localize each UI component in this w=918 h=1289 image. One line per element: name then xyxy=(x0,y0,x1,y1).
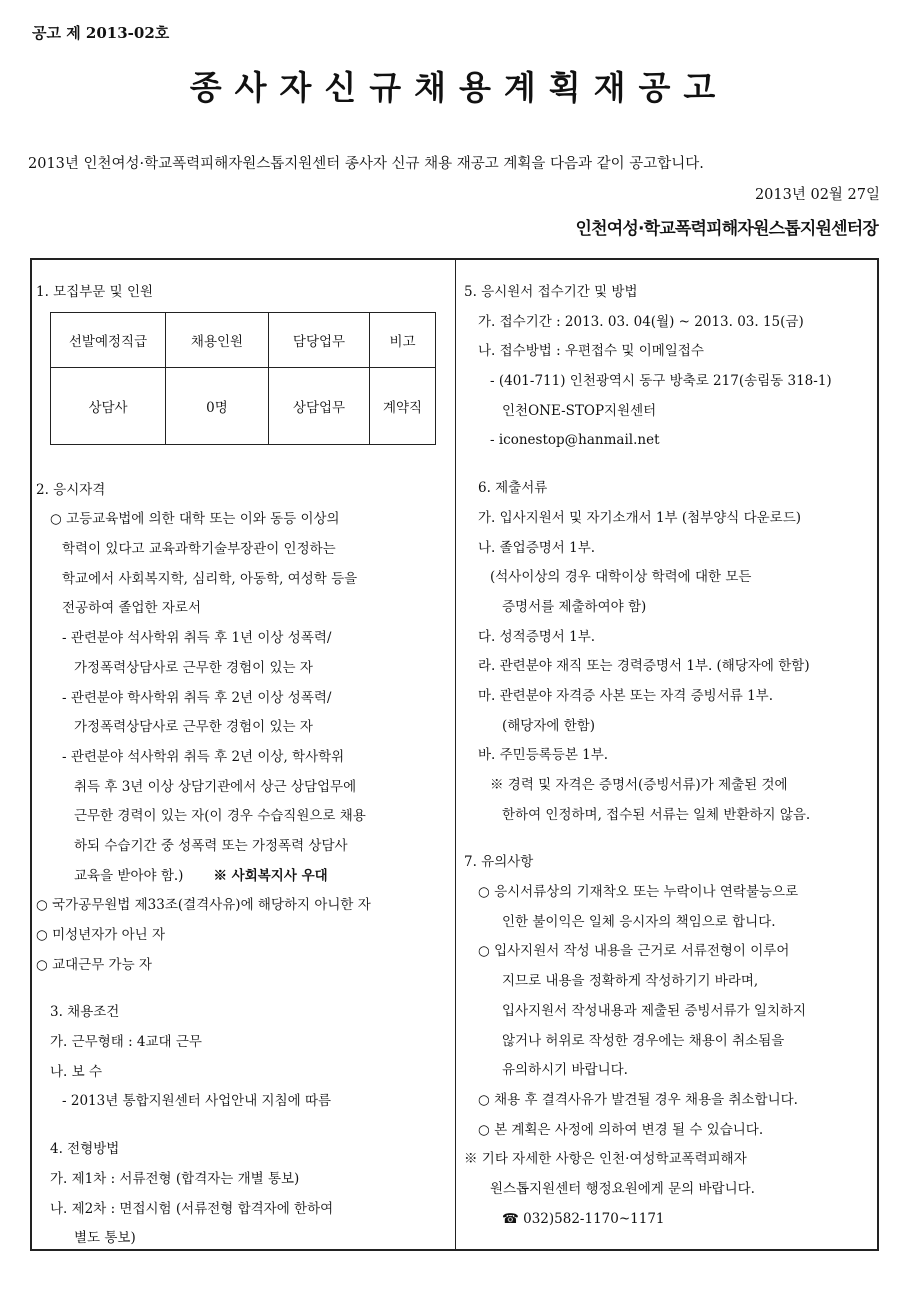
table-header-cell: 선발예정직급 xyxy=(51,313,166,368)
list-item: 하되 수습기간 중 성폭력 또는 가정폭력 상담사 xyxy=(74,837,348,854)
list-item: ○ 본 계획은 사정에 의하여 변경 될 수 있습니다. xyxy=(478,1121,764,1138)
list-item: 나. 졸업증명서 1부. xyxy=(478,539,596,556)
phone-icon: ☎ xyxy=(502,1210,519,1227)
table-cell: 상담업무 xyxy=(269,368,370,445)
list-item: 다. 성적증명서 1부. xyxy=(478,628,596,645)
list-item: ○ 국가공무원법 제33조(결격사유)에 해당하지 아니한 자 xyxy=(36,897,371,914)
list-item: 인천ONE-STOP지원센터 xyxy=(502,402,657,419)
list-item: 가. 입사지원서 및 자기소개서 1부 (첨부양식 다운로드) xyxy=(478,509,802,526)
list-item: 가정폭력상담사로 근무한 경험이 있는 자 xyxy=(74,659,313,676)
list-item: 전공하여 졸업한 자로서 xyxy=(62,600,201,617)
notice-number: 공고 제 2013-02호 xyxy=(32,24,170,42)
list-item: ○ 고등교육법에 의한 대학 또는 이와 동등 이상의 xyxy=(50,511,340,528)
list-item: 마. 관련분야 자격증 사본 또는 자격 증빙서류 1부. xyxy=(478,687,773,704)
list-item: (해당자에 한함) xyxy=(502,717,596,734)
section-heading: 5. 응시원서 접수기간 및 방법 xyxy=(464,284,638,300)
notice-date: 2013년 02월 27일 xyxy=(754,187,880,203)
list-item: - 관련분야 석사학위 취득 후 2년 이상, 학사학위 xyxy=(62,748,345,765)
list-item: ○ 응시서류상의 기재착오 또는 누락이나 연락불능으로 xyxy=(478,884,799,901)
section-heading: 3. 채용조건 xyxy=(50,1004,120,1021)
list-item: 않거나 허위로 작성한 경우에는 채용이 취소됨을 xyxy=(502,1032,785,1049)
right-column xyxy=(464,278,874,1234)
table-header-cell: 비고 xyxy=(370,313,436,368)
list-item: - 2013년 통합지원센터 사업안내 지침에 따름 xyxy=(62,1093,332,1110)
column-divider xyxy=(455,258,456,1251)
section-heading: 1. 모집부문 및 인원 xyxy=(36,284,154,300)
list-item-text: 교육을 받아야 함.) xyxy=(74,867,184,884)
list-item: - 관련분야 학사학위 취득 후 2년 이상 성폭력/ xyxy=(62,689,332,706)
list-item: 인한 불이익은 일체 응시자의 책임으로 합니다. xyxy=(502,913,776,930)
list-item: 가. 접수기간 : 2013. 03. 04(월) ~ 2013. 03. 15(금) xyxy=(478,313,804,330)
list-item: ○ 채용 후 결격사유가 발견될 경우 채용을 취소합니다. xyxy=(478,1091,798,1108)
list-item: ○ 미성년자가 아닌 자 xyxy=(36,927,165,943)
issuer: 인천여성·학교폭력피해자원스톱지원센터장 xyxy=(575,219,878,239)
list-item: 나. 보 수 xyxy=(50,1063,102,1080)
list-item: ○ 교대근무 가능 자 xyxy=(36,956,152,973)
list-item: - (401-711) 인천광역시 동구 방축로 217(송림동 318-1) xyxy=(490,373,832,390)
email-address: - iconestop@hanmail.net xyxy=(490,432,660,449)
table-spacer xyxy=(36,308,450,476)
contact-line xyxy=(464,1205,874,1235)
left-column xyxy=(36,278,450,1254)
list-item: ○ 입사지원서 작성 내용을 근거로 서류전형이 이루어 xyxy=(478,943,790,960)
list-item: 별도 통보) xyxy=(74,1230,136,1247)
section-heading: 6. 제출서류 xyxy=(478,480,548,497)
list-item: 가. 근무형태 : 4교대 근무 xyxy=(50,1034,202,1051)
table-cell: 0명 xyxy=(166,368,269,445)
list-item: 학력이 있다고 교육과학기술부장관이 인정하는 xyxy=(62,541,336,558)
list-item: ※ 기타 자세한 사항은 인천·여성학교폭력피해자 xyxy=(464,1151,747,1168)
table-cell: 상담사 xyxy=(51,368,166,445)
list-item: 증명서를 제출하여야 함) xyxy=(502,598,647,615)
list-item: 바. 주민등록등본 1부. xyxy=(478,747,609,764)
table-header-cell: 담당업무 xyxy=(269,313,370,368)
phone-number: 032)582-1170~1171 xyxy=(523,1210,665,1227)
list-item: 입사지원서 작성내용과 제출된 증빙서류가 일치하지 xyxy=(502,1002,807,1019)
list-item: - 관련분야 석사학위 취득 후 1년 이상 성폭력/ xyxy=(62,630,332,647)
section-heading: 7. 유의사항 xyxy=(464,854,534,871)
section-heading: 4. 전형방법 xyxy=(50,1141,120,1158)
list-item: 근무한 경력이 있는 자(이 경우 수습직원으로 채용 xyxy=(74,808,366,825)
table-header-cell: 채용인원 xyxy=(166,313,269,368)
list-item: 지므로 내용을 정확하게 작성하기기 바라며, xyxy=(502,973,759,990)
list-item: 가. 제1차 : 서류전형 (합격자는 개별 통보) xyxy=(50,1170,300,1187)
list-item: 취득 후 3년 이상 상담기관에서 상근 상담업무에 xyxy=(74,778,357,795)
list-item xyxy=(36,862,450,892)
page-title: 종사자신규채용계획재공고 xyxy=(189,68,729,107)
table-cell: 계약직 xyxy=(370,368,436,445)
list-item: 학교에서 사회복지학, 심리학, 아동학, 여성학 등을 xyxy=(62,570,358,587)
list-item: 나. 접수방법 : 우편접수 및 이메일접수 xyxy=(478,343,704,360)
list-item: ※ 경력 및 자격은 증명서(증빙서류)가 제출된 것에 xyxy=(490,777,788,793)
list-item: 나. 제2차 : 면접시험 (서류전형 합격자에 한하여 xyxy=(50,1200,334,1217)
section-heading: 2. 응시자격 xyxy=(36,481,106,498)
preference-note: ※ 사회복지사 우대 xyxy=(213,867,328,884)
list-item: 유의하시기 바랍니다. xyxy=(502,1062,628,1079)
list-item: 가정폭력상담사로 근무한 경험이 있는 자 xyxy=(74,719,313,736)
list-item: 한하여 인정하며, 접수된 서류는 일체 반환하지 않음. xyxy=(502,806,811,823)
list-item: (석사이상의 경우 대학이상 학력에 대한 모든 xyxy=(490,569,752,586)
list-item: 라. 관련분야 재직 또는 경력증명서 1부. (해당자에 한함) xyxy=(478,658,810,675)
list-item: 원스톱지원센터 행정요원에게 문의 바랍니다. xyxy=(490,1180,755,1197)
intro-text: 2013년 인천여성·학교폭력피해자원스톱지원센터 종사자 신규 채용 재공고 계획을 다음과 같이 공고합니다. xyxy=(28,156,704,172)
